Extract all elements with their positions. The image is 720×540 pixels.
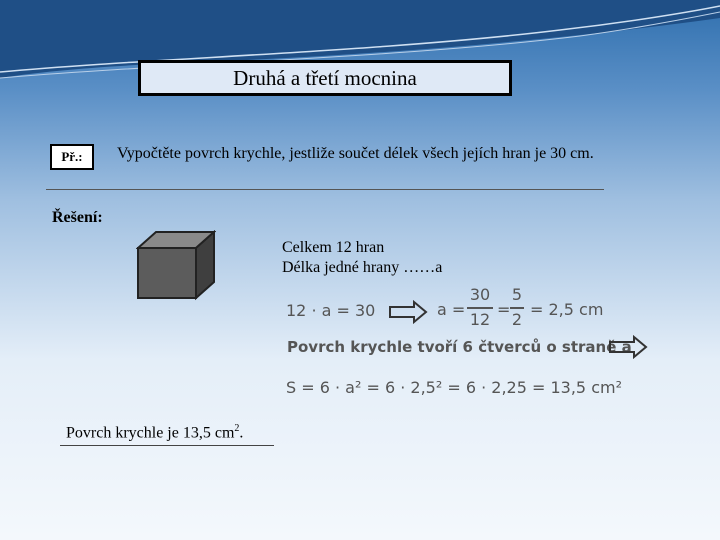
fraction-1-numerator: 30 [469, 285, 491, 304]
conclusion-text: Povrch krychle je 13,5 $cm^2$. [66, 423, 244, 442]
fraction-2-line [510, 307, 524, 309]
solution-label: Řešení: [52, 209, 103, 226]
info-line-edge-length: Délka jedné hrany ……a [282, 259, 443, 276]
info-line-edges: Celkem 12 hran [282, 239, 385, 256]
fraction-2-denominator: 2 [511, 310, 523, 329]
equation-1: 12 · a = 30 [286, 301, 376, 320]
fraction-1-denominator: 12 [469, 310, 491, 329]
equation-2-equals: = [497, 300, 511, 319]
implies-arrow-icon [388, 300, 428, 324]
page-title: Druhá a třetí mocnina [138, 60, 512, 96]
equation-2-lhs: a = [437, 300, 466, 319]
conclusion-underline [60, 445, 274, 446]
cube-icon [136, 230, 216, 302]
info-block [282, 238, 442, 278]
equation-3: S = 6 · a² = 6 · 2,5² = 6 · 2,25 = 13,5 cm² [286, 378, 622, 397]
fraction-1-line [467, 307, 493, 309]
implies-arrow-icon [608, 335, 648, 359]
fraction-2-numerator: 5 [511, 285, 523, 304]
example-label: Př.: [50, 144, 94, 170]
equation-2-result: = 2,5 cm [530, 300, 604, 319]
surface-sentence: Povrch krychle tvoří 6 čtverců o straně a [287, 338, 632, 356]
divider [46, 189, 604, 190]
task-text: Vypočtěte povrch krychle, jestliže součet délek všech jejích hran je 30 cm. [117, 145, 594, 162]
